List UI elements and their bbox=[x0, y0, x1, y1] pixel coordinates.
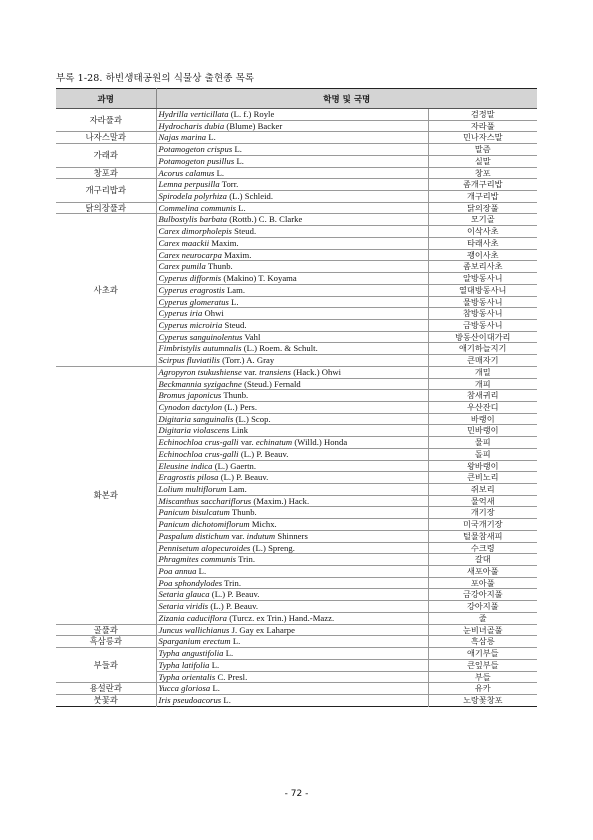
species-epithet: sacchariflorus bbox=[200, 495, 252, 506]
species-epithet: wallichianus bbox=[184, 624, 230, 635]
scientific-name-cell bbox=[156, 378, 428, 390]
species-epithet: latifolia bbox=[181, 659, 210, 670]
genus-name: Zizania bbox=[158, 612, 185, 623]
korean-name-cell: 큰비노리 bbox=[428, 472, 537, 484]
species-epithet: pusillus bbox=[207, 155, 235, 166]
author-citation: Trin. bbox=[238, 554, 256, 565]
species-epithet: multiflorum bbox=[185, 484, 227, 494]
author-citation: Lam. bbox=[228, 484, 247, 494]
scientific-name-cell bbox=[156, 167, 428, 179]
scientific-name-cell bbox=[156, 179, 428, 191]
genus-name: Acorus bbox=[158, 167, 184, 178]
korean-name-cell: 물피 bbox=[428, 437, 537, 449]
author-citation: (L. f.) Royle bbox=[230, 109, 275, 119]
korean-name-cell: 민나자스말 bbox=[428, 132, 537, 144]
genus-name: Hydrocharis bbox=[158, 120, 203, 131]
korean-name-cell: 우산잔디 bbox=[428, 401, 537, 413]
genus-name: Bulbostylis bbox=[158, 214, 198, 225]
family-cell: 부들과 bbox=[56, 648, 156, 683]
korean-name-cell: 애기하늘지기 bbox=[428, 343, 537, 355]
author-citation: Steud. bbox=[224, 319, 247, 330]
family-cell: 나자스말과 bbox=[56, 132, 156, 144]
species-epithet: alopecuroides bbox=[201, 542, 251, 553]
scientific-name-cell bbox=[156, 460, 428, 472]
family-cell: 닭의장풀과 bbox=[56, 202, 156, 214]
author-citation: L. bbox=[223, 694, 231, 705]
author-citation: L. bbox=[208, 132, 216, 143]
scientific-name-cell bbox=[156, 390, 428, 402]
scientific-name-cell bbox=[156, 542, 428, 554]
author-citation: Maxim. bbox=[224, 249, 252, 260]
korean-name-cell: 큰잎부들 bbox=[428, 659, 537, 671]
author-citation: L. bbox=[212, 683, 220, 694]
scientific-name-cell bbox=[156, 355, 428, 367]
table-row bbox=[56, 167, 537, 179]
species-epithet: caduciflora bbox=[186, 612, 228, 623]
korean-name-cell: 참방동사니 bbox=[428, 308, 537, 320]
genus-name: Cynodon bbox=[158, 401, 190, 412]
species-epithet: marina bbox=[181, 132, 207, 143]
genus-name: Carex bbox=[158, 237, 180, 248]
species-epithet: communis bbox=[200, 202, 237, 213]
genus-name: Phragmites bbox=[158, 554, 199, 565]
author-citation: L. bbox=[232, 636, 241, 647]
scientific-name-cell bbox=[156, 659, 428, 671]
species-epithet: dubia bbox=[204, 120, 225, 131]
scientific-name-cell bbox=[156, 308, 428, 320]
family-cell: 흑삼릉과 bbox=[56, 636, 156, 648]
korean-name-cell: 돌피 bbox=[428, 448, 537, 460]
species-epithet: calamus bbox=[185, 167, 215, 178]
scientific-name-cell bbox=[156, 577, 428, 589]
korean-name-cell: 개기장 bbox=[428, 507, 537, 519]
species-epithet: glauca bbox=[185, 589, 210, 600]
author-citation: (Steud.) Fernald bbox=[244, 378, 301, 389]
family-cell: 화본과 bbox=[56, 366, 156, 624]
author-citation: C. Presl. bbox=[217, 671, 248, 682]
infraspecific-epithet: echinatum bbox=[255, 437, 293, 448]
species-table bbox=[56, 88, 537, 707]
korean-name-cell: 괭이사초 bbox=[428, 249, 537, 261]
genus-name: Cyperus bbox=[158, 331, 188, 342]
author-citation: L. bbox=[234, 144, 242, 155]
genus-name: Scirpus bbox=[158, 355, 185, 366]
author-citation: L. bbox=[211, 659, 220, 670]
genus-name: Bromus bbox=[158, 390, 186, 401]
author-citation: Lam. bbox=[226, 284, 246, 295]
table-row bbox=[56, 144, 537, 156]
author-citation: L. bbox=[236, 155, 244, 166]
species-epithet: bisulcatum bbox=[191, 507, 230, 518]
korean-name-cell: 금강아지풀 bbox=[428, 589, 537, 601]
scientific-name-cell bbox=[156, 507, 428, 519]
genus-name: Poa bbox=[158, 577, 173, 588]
genus-name: Panicum bbox=[158, 519, 190, 530]
genus-name: Iris bbox=[158, 694, 171, 705]
genus-name: Carex bbox=[158, 249, 180, 260]
scientific-name-cell bbox=[156, 132, 428, 144]
scientific-name-cell bbox=[156, 601, 428, 613]
scientific-name-cell bbox=[156, 120, 428, 132]
korean-name-cell: 왕바랭이 bbox=[428, 460, 537, 472]
genus-name: Pennisetum bbox=[158, 542, 200, 553]
genus-name: Commelina bbox=[158, 202, 199, 213]
scientific-name-cell bbox=[156, 249, 428, 261]
korean-name-cell: 포아풀 bbox=[428, 577, 537, 589]
korean-name-cell: 실말 bbox=[428, 155, 537, 167]
korean-name-cell: 개밀 bbox=[428, 366, 537, 378]
scientific-name-cell bbox=[156, 273, 428, 285]
species-epithet: distichum bbox=[195, 530, 230, 541]
species-epithet: iria bbox=[189, 308, 203, 319]
scientific-name-cell bbox=[156, 519, 428, 531]
species-epithet: sanguinolentus bbox=[189, 331, 243, 342]
genus-name: Setaria bbox=[158, 601, 184, 612]
species-epithet: violascens bbox=[193, 425, 230, 436]
author-citation: (L.) Gaertn. bbox=[214, 460, 257, 471]
genus-name: Echinochloa bbox=[158, 437, 203, 448]
author-citation: (L.) P. Beauv. bbox=[210, 601, 259, 612]
author-citation: L. bbox=[238, 202, 246, 213]
rank-label: var. bbox=[240, 437, 254, 448]
korean-name-cell: 흑삼릉 bbox=[428, 636, 537, 648]
genus-name: Setaria bbox=[158, 589, 184, 600]
genus-name: Spirodela bbox=[158, 191, 193, 202]
species-epithet: sanguinalis bbox=[193, 413, 234, 424]
table-row bbox=[56, 683, 537, 695]
author-citation: (Rottb.) C. B. Clarke bbox=[229, 214, 303, 225]
scientific-name-cell bbox=[156, 448, 428, 460]
author-citation: Link bbox=[231, 425, 249, 436]
genus-name: Cyperus bbox=[158, 273, 188, 284]
genus-name: Panicum bbox=[158, 507, 190, 518]
family-cell: 자라풀과 bbox=[56, 109, 156, 132]
family-cell: 창포과 bbox=[56, 167, 156, 179]
genus-name: Sparganium bbox=[158, 636, 201, 647]
genus-name: Digitaria bbox=[158, 425, 191, 436]
genus-name: Miscanthus bbox=[158, 495, 199, 506]
korean-name-cell: 물방동사니 bbox=[428, 296, 537, 308]
korean-name-cell: 열대방동사니 bbox=[428, 284, 537, 296]
korean-name-cell: 민바랭이 bbox=[428, 425, 537, 437]
korean-name-cell: 물억새 bbox=[428, 495, 537, 507]
table-row bbox=[56, 694, 537, 706]
scientific-name-cell bbox=[156, 495, 428, 507]
scientific-name-cell bbox=[156, 226, 428, 238]
author-citation: (Maxim.) Hack. bbox=[253, 495, 310, 506]
author-citation: J. Gay ex Laharpe bbox=[231, 624, 295, 635]
genus-name: Typha bbox=[158, 671, 180, 682]
author-citation: Michx. bbox=[251, 519, 277, 530]
korean-name-cell: 창포 bbox=[428, 167, 537, 179]
scientific-name-cell bbox=[156, 484, 428, 496]
scientific-name-cell bbox=[156, 437, 428, 449]
korean-name-cell: 모기골 bbox=[428, 214, 537, 226]
korean-name-cell: 눈비녀골풀 bbox=[428, 624, 537, 636]
rank-label: var. bbox=[244, 366, 257, 377]
korean-name-cell: 자라풀 bbox=[428, 120, 537, 132]
korean-name-cell: 바랭이 bbox=[428, 413, 537, 425]
family-cell: 개구리밥과 bbox=[56, 179, 156, 202]
species-epithet: orientalis bbox=[181, 671, 216, 682]
species-epithet: dichotomiflorum bbox=[191, 519, 250, 530]
author-citation: Torr. bbox=[221, 179, 239, 190]
genus-name: Hydrilla bbox=[158, 109, 189, 119]
species-epithet: fluviatilis bbox=[186, 355, 220, 366]
genus-name: Eragrostis bbox=[158, 472, 195, 483]
korean-name-cell: 이삭사초 bbox=[428, 226, 537, 238]
korean-name-cell: 검정말 bbox=[428, 109, 537, 121]
korean-name-cell: 금방동사니 bbox=[428, 319, 537, 331]
scientific-name-cell bbox=[156, 237, 428, 249]
korean-name-cell: 쥐보리 bbox=[428, 484, 537, 496]
korean-name-cell: 큰매자기 bbox=[428, 355, 537, 367]
table-row bbox=[56, 179, 537, 191]
scientific-name-cell bbox=[156, 284, 428, 296]
korean-name-cell: 방동산이대가리 bbox=[428, 331, 537, 343]
species-epithet: pseudoacorus bbox=[172, 694, 222, 705]
author-citation: (Makino) T. Koyama bbox=[223, 273, 297, 284]
korean-name-cell: 유카 bbox=[428, 683, 537, 695]
author-citation: (L.) P. Beauv. bbox=[240, 448, 289, 459]
genus-name: Paspalum bbox=[158, 530, 194, 541]
species-epithet: crus-galli bbox=[204, 448, 239, 459]
author-citation: Ohwi bbox=[204, 308, 224, 319]
genus-name: Cyperus bbox=[158, 284, 188, 295]
table-caption: 부록 1-28. 하빈생태공원의 식물상 출현종 목록 bbox=[56, 73, 255, 84]
author-citation: (Blume) Backer bbox=[226, 120, 283, 131]
author-citation: (L.) Scop. bbox=[235, 413, 271, 424]
korean-name-cell: 타래사초 bbox=[428, 237, 537, 249]
genus-name: Typha bbox=[158, 648, 180, 659]
korean-name-cell: 애기부들 bbox=[428, 648, 537, 660]
genus-name: Cyperus bbox=[158, 296, 188, 307]
author-citation: (Willd.) Honda bbox=[294, 437, 348, 448]
genus-name: Poa bbox=[158, 566, 173, 577]
species-epithet: barbata bbox=[199, 214, 228, 225]
author-citation: Thunb. bbox=[207, 261, 233, 272]
scientific-name-cell bbox=[156, 683, 428, 695]
korean-name-cell: 갈대 bbox=[428, 554, 537, 566]
author-citation: L. bbox=[231, 296, 239, 307]
species-epithet: maackii bbox=[181, 237, 210, 248]
species-epithet: autumnalis bbox=[202, 343, 242, 354]
page-number: - 72 - bbox=[284, 789, 309, 799]
table-row bbox=[56, 132, 537, 144]
rank-label: var. bbox=[231, 530, 245, 541]
genus-name: Lemna bbox=[158, 179, 183, 190]
species-epithet: perpusilla bbox=[184, 179, 220, 190]
species-epithet: angustifolia bbox=[181, 648, 224, 659]
family-cell: 붓꽃과 bbox=[56, 694, 156, 706]
genus-name: Agropyron bbox=[158, 366, 196, 377]
species-epithet: crispus bbox=[207, 144, 233, 155]
species-epithet: viridis bbox=[185, 601, 209, 612]
species-epithet: indica bbox=[190, 460, 213, 471]
scientific-name-cell bbox=[156, 554, 428, 566]
species-epithet: syzigachne bbox=[203, 378, 242, 389]
family-cell: 가래과 bbox=[56, 144, 156, 167]
table-row bbox=[56, 202, 537, 214]
species-epithet: japonicus bbox=[187, 390, 222, 401]
species-epithet: dactylon bbox=[192, 401, 223, 412]
author-citation: (Hack.) Ohwi bbox=[293, 366, 342, 377]
table-header-row bbox=[56, 89, 537, 109]
species-epithet: crus-galli bbox=[204, 437, 239, 448]
korean-name-cell: 털물참새피 bbox=[428, 530, 537, 542]
species-epithet: communis bbox=[200, 554, 237, 565]
korean-name-cell: 개피 bbox=[428, 378, 537, 390]
korean-name-cell: 좀개구리밥 bbox=[428, 179, 537, 191]
author-citation: L. bbox=[198, 566, 207, 577]
author-citation: Thunb. bbox=[231, 507, 257, 518]
korean-name-cell: 닭의장풀 bbox=[428, 202, 537, 214]
genus-name: Potamogeton bbox=[158, 144, 205, 155]
scientific-name-cell bbox=[156, 366, 428, 378]
author-citation: Maxim. bbox=[211, 237, 239, 248]
header-family: 과명 bbox=[56, 89, 156, 109]
author-citation: Trin. bbox=[224, 577, 242, 588]
family-cell: 사초과 bbox=[56, 214, 156, 366]
author-citation: (Torr.) A. Gray bbox=[222, 355, 275, 366]
species-epithet: pumila bbox=[181, 261, 206, 272]
scientific-name-cell bbox=[156, 589, 428, 601]
genus-name: Cyperus bbox=[158, 319, 188, 330]
species-epithet: erectum bbox=[202, 636, 231, 647]
species-epithet: dimorpholepis bbox=[181, 226, 232, 237]
author-citation: (L.) Pers. bbox=[224, 401, 258, 412]
author-citation: Vahl bbox=[244, 331, 261, 342]
scientific-name-cell bbox=[156, 566, 428, 578]
species-epithet: glomeratus bbox=[189, 296, 229, 307]
species-epithet: microiria bbox=[189, 319, 223, 330]
scientific-name-cell bbox=[156, 202, 428, 214]
genus-name: Beckmannia bbox=[158, 378, 202, 389]
scientific-name-cell bbox=[156, 155, 428, 167]
scientific-name-cell bbox=[156, 214, 428, 226]
scientific-name-cell bbox=[156, 144, 428, 156]
scientific-name-cell bbox=[156, 331, 428, 343]
genus-name: Cyperus bbox=[158, 308, 188, 319]
korean-name-cell: 노랑꽃창포 bbox=[428, 694, 537, 706]
author-citation: (L.) P. Beauv. bbox=[220, 472, 269, 483]
author-citation: Shinners bbox=[277, 530, 308, 541]
genus-name: Carex bbox=[158, 226, 180, 237]
author-citation: L. bbox=[216, 167, 225, 178]
genus-name: Potamogeton bbox=[158, 155, 205, 166]
genus-name: Digitaria bbox=[158, 413, 191, 424]
scientific-name-cell bbox=[156, 612, 428, 624]
genus-name: Carex bbox=[158, 261, 180, 272]
genus-name: Fimbristylis bbox=[158, 343, 201, 354]
author-citation: L. bbox=[225, 648, 234, 659]
scientific-name-cell bbox=[156, 671, 428, 683]
scientific-name-cell bbox=[156, 191, 428, 203]
genus-name: Typha bbox=[158, 659, 180, 670]
author-citation: (L.) Roem. & Schult. bbox=[243, 343, 318, 354]
author-citation: (Turcz. ex Trin.) Hand.-Mazz. bbox=[229, 612, 335, 623]
scientific-name-cell bbox=[156, 296, 428, 308]
genus-name: Echinochloa bbox=[158, 448, 203, 459]
genus-name: Yucca bbox=[158, 683, 179, 694]
species-epithet: gloriosa bbox=[181, 683, 211, 694]
korean-name-cell: 알방동사니 bbox=[428, 273, 537, 285]
species-epithet: eragrostis bbox=[189, 284, 225, 295]
species-epithet: pilosa bbox=[197, 472, 219, 483]
scientific-name-cell bbox=[156, 648, 428, 660]
korean-name-cell: 참새귀리 bbox=[428, 390, 537, 402]
author-citation: (L.) P. Beauv. bbox=[211, 589, 260, 600]
scientific-name-cell bbox=[156, 425, 428, 437]
header-species: 학명 및 국명 bbox=[156, 89, 537, 109]
scientific-name-cell bbox=[156, 261, 428, 273]
korean-name-cell: 강아지풀 bbox=[428, 601, 537, 613]
scientific-name-cell bbox=[156, 472, 428, 484]
table-row bbox=[56, 109, 537, 121]
genus-name: Juncus bbox=[158, 624, 183, 635]
scientific-name-cell bbox=[156, 343, 428, 355]
author-citation: (L.) Spreng. bbox=[252, 542, 295, 553]
author-citation: Steud. bbox=[234, 226, 257, 237]
korean-name-cell: 새포아풀 bbox=[428, 566, 537, 578]
family-cell: 용설란과 bbox=[56, 683, 156, 695]
table-row bbox=[56, 214, 537, 226]
korean-name-cell: 수크령 bbox=[428, 542, 537, 554]
author-citation: Thunb. bbox=[223, 390, 249, 401]
scientific-name-cell bbox=[156, 401, 428, 413]
korean-name-cell: 말즘 bbox=[428, 144, 537, 156]
scientific-name-cell bbox=[156, 413, 428, 425]
scientific-name-cell bbox=[156, 530, 428, 542]
scientific-name-cell bbox=[156, 624, 428, 636]
infraspecific-epithet: transiens bbox=[259, 366, 292, 377]
table-row bbox=[56, 624, 537, 636]
genus-name: Najas bbox=[158, 132, 179, 143]
species-epithet: tsukushiense bbox=[197, 366, 242, 377]
table-body bbox=[56, 109, 537, 707]
scientific-name-cell bbox=[156, 636, 428, 648]
scientific-name-cell bbox=[156, 694, 428, 706]
species-epithet: polyrhiza bbox=[194, 191, 228, 202]
infraspecific-epithet: indutum bbox=[246, 530, 276, 541]
species-epithet: difformis bbox=[189, 273, 222, 284]
scientific-name-cell bbox=[156, 109, 428, 121]
author-citation: (L.) Schleid. bbox=[229, 191, 274, 202]
korean-name-cell: 부들 bbox=[428, 671, 537, 683]
species-epithet: neurocarpa bbox=[181, 249, 222, 260]
species-epithet: verticillata bbox=[190, 109, 229, 119]
species-epithet: sphondylodes bbox=[174, 577, 223, 588]
korean-name-cell: 좀보리사초 bbox=[428, 261, 537, 273]
genus-name: Lolium bbox=[158, 484, 184, 494]
family-cell: 골풀과 bbox=[56, 624, 156, 636]
table-row bbox=[56, 636, 537, 648]
table-row bbox=[56, 648, 537, 660]
genus-name: Eleusine bbox=[158, 460, 189, 471]
table-row bbox=[56, 366, 537, 378]
scientific-name-cell bbox=[156, 319, 428, 331]
korean-name-cell: 개구리밥 bbox=[428, 191, 537, 203]
korean-name-cell: 미국개기장 bbox=[428, 519, 537, 531]
species-epithet: annua bbox=[174, 566, 197, 577]
korean-name-cell: 줄 bbox=[428, 612, 537, 624]
